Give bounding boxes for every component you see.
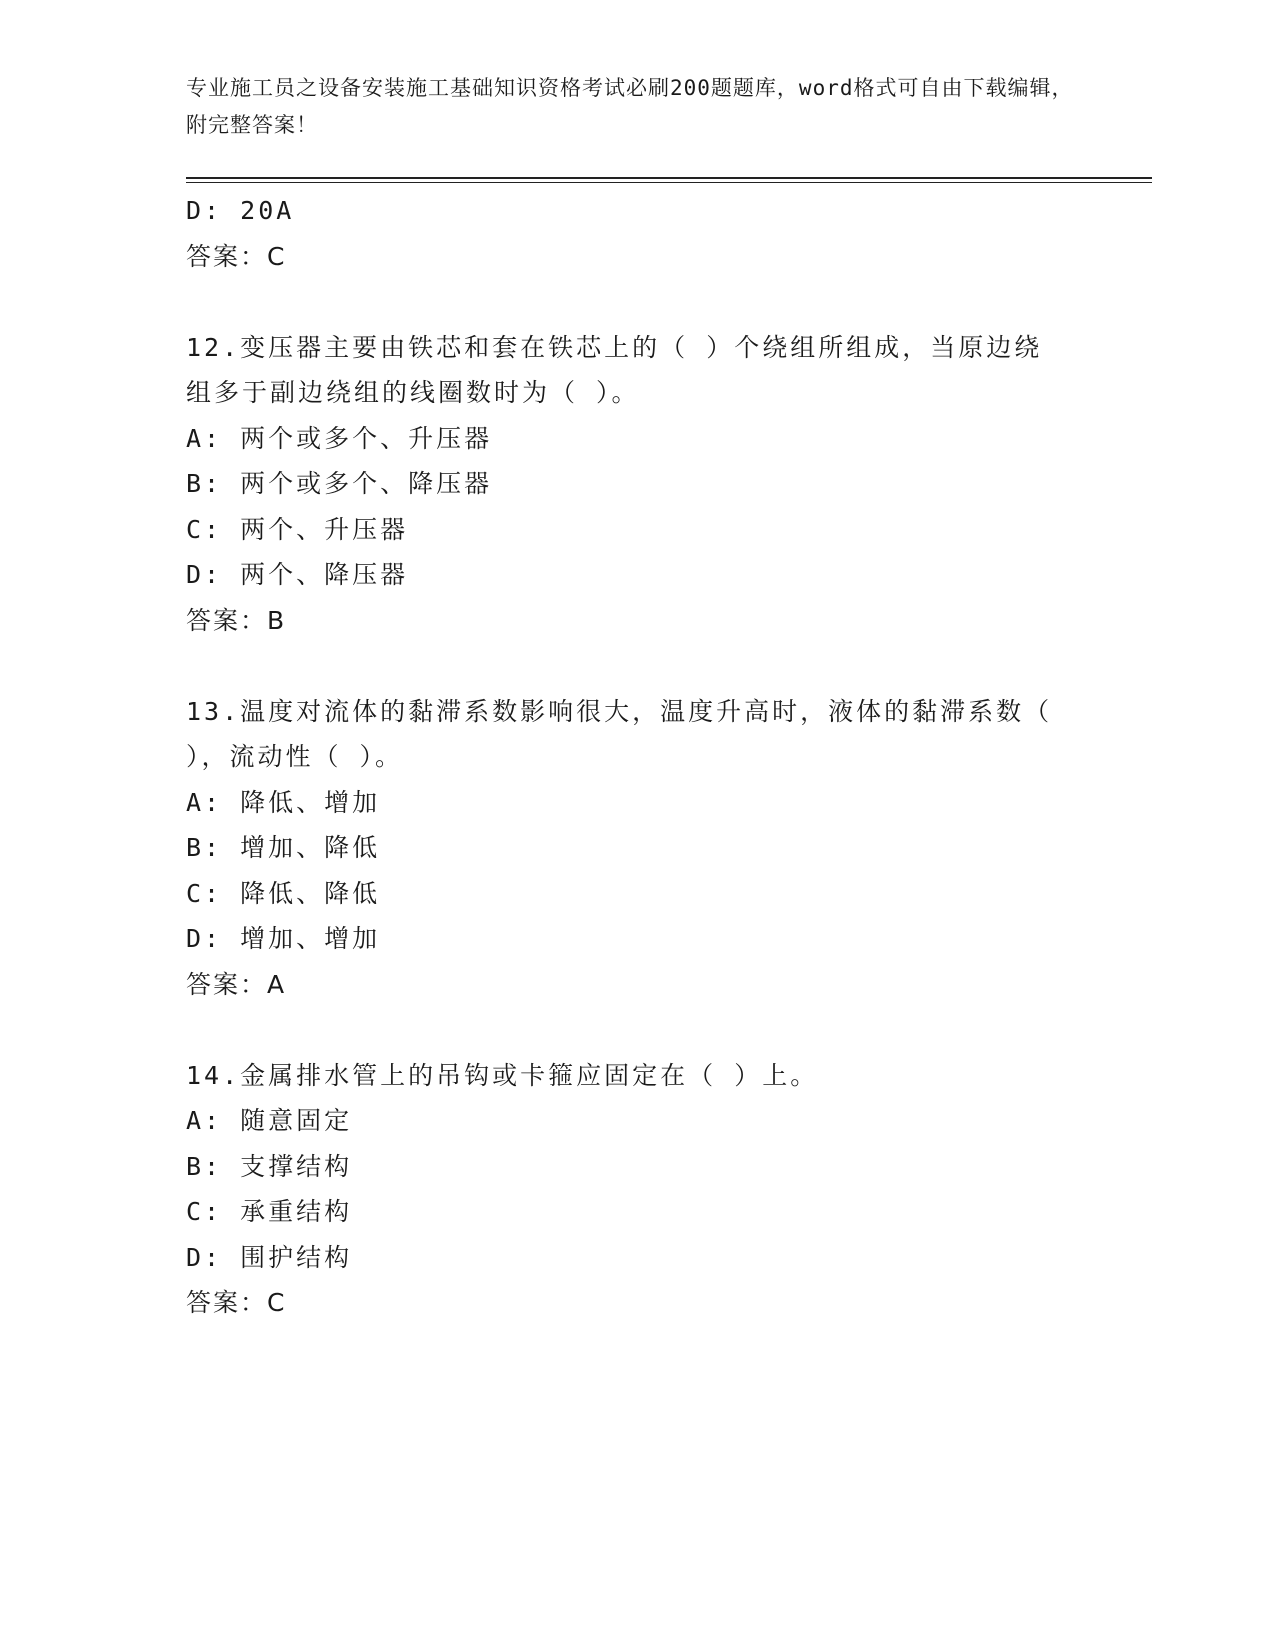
option-d: D: 围护结构 — [186, 1242, 353, 1272]
spacer — [186, 643, 1086, 689]
answer: 答案：C — [186, 1288, 287, 1317]
option-b: B: 增加、降低 — [186, 833, 381, 862]
question-12 — [186, 325, 1086, 644]
spacer — [186, 279, 1086, 325]
answer: 答案：C — [186, 241, 287, 271]
option-d: D: 增加、增加 — [186, 924, 381, 953]
option-a: A: 随意固定 — [186, 1106, 353, 1135]
question-13 — [186, 689, 1086, 1008]
header-title: 专业施工员之设备安装施工基础知识资格考试必刷200题题库，word格式可自由下载编辑，附完整答案！ — [186, 76, 1074, 137]
answer: 答案：A — [186, 969, 287, 999]
page-header — [186, 70, 1086, 144]
question-text: 14.金属排水管上的吊钩或卡箍应固定在（ ）上。 — [186, 1060, 819, 1090]
option-b: B: 两个或多个、降压器 — [186, 469, 493, 498]
document-body — [186, 188, 1086, 1326]
option-c: C: 两个、升压器 — [186, 514, 409, 544]
question-14 — [186, 1053, 1086, 1326]
option-a: A: 两个或多个、升压器 — [186, 423, 493, 453]
header-divider-thin — [186, 182, 1152, 183]
option-a: A: 降低、增加 — [186, 787, 381, 817]
option-d: D: 20A — [186, 196, 295, 225]
option-b: B: 支撑结构 — [186, 1151, 353, 1181]
option-d: D: 两个、降压器 — [186, 560, 409, 589]
question-text: 13.温度对流体的黏滞系数影响很大，温度升高时，液体的黏滞系数（ ），流动性（ ）。 — [186, 696, 1053, 771]
spacer — [186, 1007, 1086, 1053]
option-c: C: 降低、降低 — [186, 878, 381, 908]
option-c: C: 承重结构 — [186, 1197, 353, 1226]
header-divider — [186, 177, 1152, 179]
question-text: 12.变压器主要由铁芯和套在铁芯上的（ ）个绕组所组成，当原边绕组多于副边绕组的线圈数时为（ ）。 — [186, 332, 1043, 407]
answer: 答案：B — [186, 605, 287, 635]
